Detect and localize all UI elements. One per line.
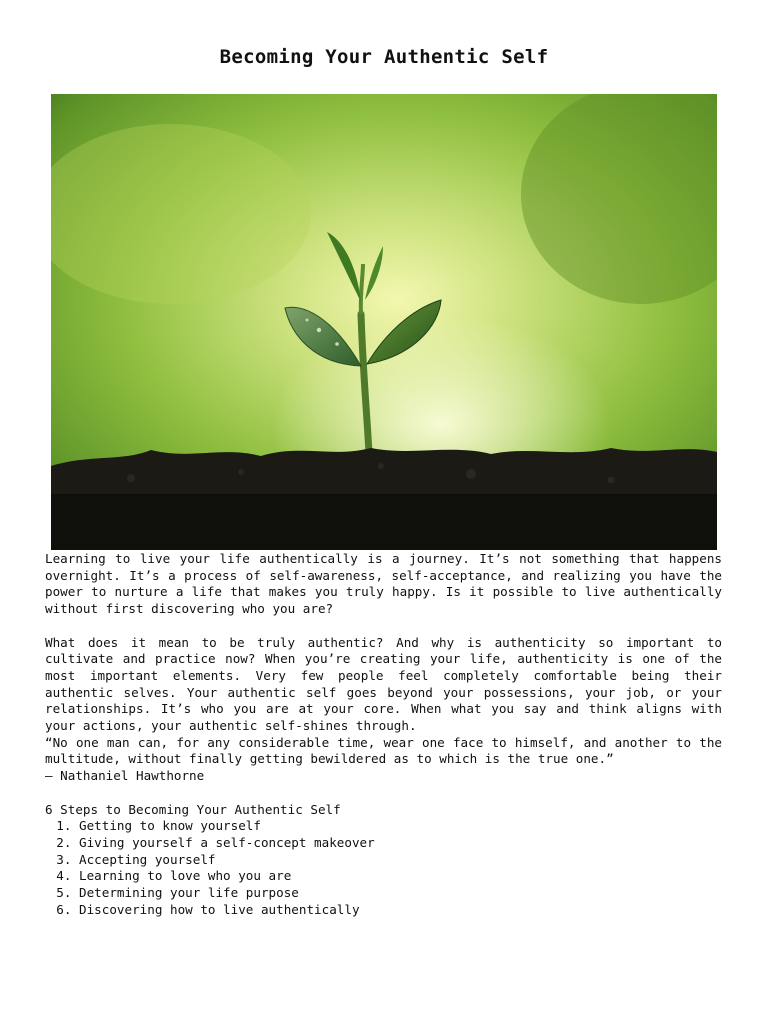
quote-text: “No one man can, for any considerable time, wear one face to himself, and another to the multitude, without finally getting bewildered as to which is the true one.” bbox=[45, 734, 722, 767]
page-title: Becoming Your Authentic Self bbox=[219, 46, 549, 68]
list-item: 5. Determining your life purpose bbox=[79, 885, 722, 902]
intro-paragraph: Learning to live your life authentically is a journey. It’s not something that happens overnight. It’s a process of self-awareness, self-acceptance, and realizing you have the power to nurture a life that makes you truly happy. Is it possible to live authentically without first discovering who you are? bbox=[45, 551, 722, 617]
list-item: 1. Getting to know yourself bbox=[79, 818, 722, 835]
list-item: 4. Learning to love who you are bbox=[79, 868, 722, 885]
seedling-photo bbox=[51, 94, 717, 550]
article-body bbox=[45, 551, 722, 918]
list-item: 6. Discovering how to live authentically bbox=[79, 902, 722, 919]
list-item: 3. Accepting yourself bbox=[79, 852, 722, 869]
authenticity-paragraph: What does it mean to be truly authentic? And why is authenticity so important to cultivate and practice now? When you’re creating your life, authenticity is one of the most important elements. Very few people feel completely comfortable being their authentic selves. Your authentic self goes beyond your possessions, your job, or your relationships. It’s who you are at your core. When what you say and think aligns with your actions, your authentic self-shines through. bbox=[45, 634, 722, 734]
steps-list bbox=[45, 818, 722, 918]
steps-heading: 6 Steps to Becoming Your Authentic Self bbox=[45, 801, 341, 817]
list-item: 2. Giving yourself a self-concept makeover bbox=[79, 835, 722, 852]
quote-author: – Nathaniel Hawthorne bbox=[45, 768, 205, 784]
